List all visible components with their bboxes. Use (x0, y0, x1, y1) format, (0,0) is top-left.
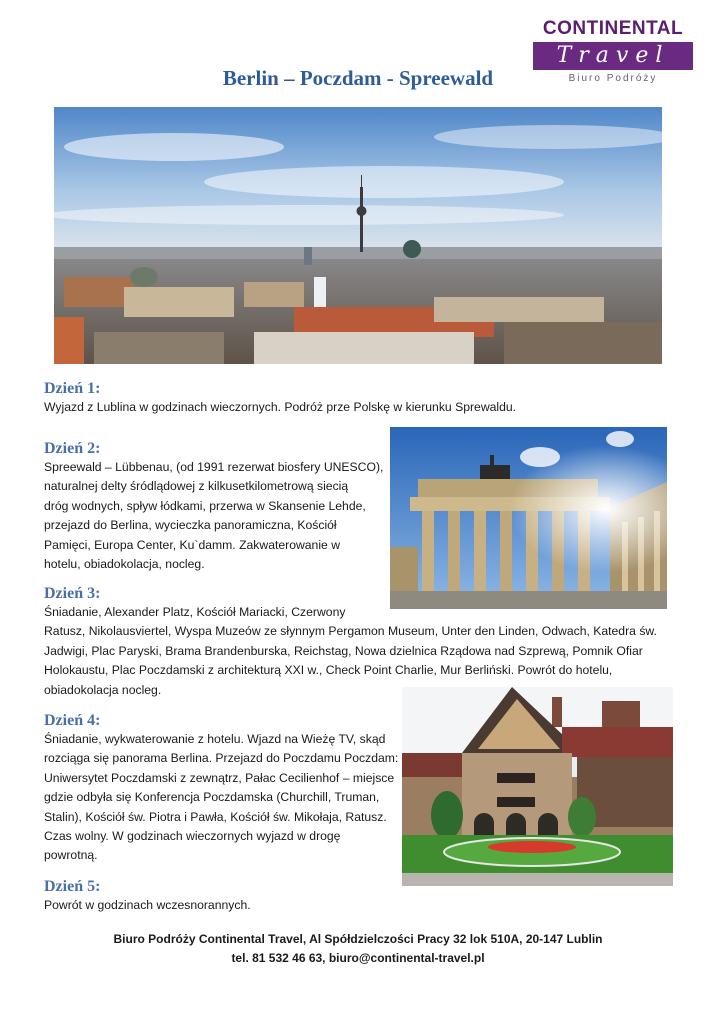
berlin-panorama-photo (54, 107, 662, 364)
day-1-heading: Dzień 1: (44, 380, 101, 397)
day-4-line: Stalin), Kościół św. Piotra i Pawła, Kościół św. Mikołaja, Ratusz. (44, 809, 387, 824)
day-3-line: Holokaustu, Plac Poczdamski z architekturą XXI w., Check Point Charlie, Mur Berliński. Powrót do hotelu, (44, 663, 613, 678)
logo-brand-top: CONTINENTAL (542, 18, 684, 39)
cecilienhof-palace-photo (402, 687, 673, 886)
day-3-line: obiadokolacja nocleg. (44, 682, 162, 697)
day-4-heading: Dzień 4: (44, 712, 101, 729)
day-4-line: powrotną. (44, 848, 98, 863)
day-4-line: Śniadanie, wykwaterowanie z hotelu. Wjazd na Wieżę TV, skąd (44, 732, 386, 746)
day-4-line: Uniwersytet Poczdamski z zewnątrz, Pałac Cecilienhof – miejsce (44, 770, 395, 785)
day-2-text (44, 458, 383, 574)
day-2-line: Pamięci, Europa Center, Ku`damm. Zakwaterowanie w (44, 537, 341, 552)
footer-address: Biuro Podróży Continental Travel, Al Spółdzielczości Pracy 32 lok 510A, 20-147 Lublin (113, 932, 603, 946)
day-2-line: dróg wodnych, spływ łódkami, przerwa w Skansenie Lehde, (44, 498, 366, 513)
page-title: Berlin – Poczdam - Spreewald (222, 66, 494, 90)
day-2-line: przejazd do Berlina, wycieczka panoramiczna, Kościół (44, 518, 337, 533)
logo-brand-sub: Biuro Podróży (568, 73, 658, 84)
day-2-heading: Dzień 2: (44, 440, 101, 457)
day-4-line: rozciąga się panorama Berlina. Przejazd do Poczdamu Poczdam: (44, 751, 399, 766)
day-5-heading: Dzień 5: (44, 878, 101, 895)
day-2-line: Spreewald – Lübbenau, (od 1991 rezerwat biosfery UNESCO), (44, 460, 384, 474)
day-3-heading: Dzień 3: (44, 585, 101, 602)
day-4-line: Czas wolny. W godzinach wieczornych wyjazd w drogę (44, 829, 341, 844)
day-2-line: hotelu, obiadokolacja, nocleg. (44, 557, 205, 572)
day-1-text: Wyjazd z Lublina w godzinach wieczornych. Podróż prze Polskę w kierunku Sprewaldu. (44, 400, 517, 414)
day-3-line: Jadwigi, Plac Paryski, Brama Brandenburska, Reichstag, Nowa dzielnica Rządowa nad Szprewą, Pomnik Ofiar (44, 643, 643, 658)
footer-contact: tel. 81 532 46 63, biuro@continental-travel.pl (231, 951, 485, 965)
logo-brand-band: Travel (533, 42, 693, 70)
day-3-text (44, 603, 684, 700)
day-5-text: Powrót w godzinach wczesnorannych. (44, 898, 251, 912)
day-4-line: gdzie odbyła się Konferencja Poczdamska (Churchill, Truman, (44, 790, 380, 805)
day-3-line: Ratusz, Nikolausviertel, Wyspa Muzeów ze słynnym Pergamon Museum, Unter den Linden, Odwach, Katedra św. (44, 624, 657, 639)
brandenburg-gate-photo (390, 427, 667, 609)
day-2-line: naturalnej delty śródlądowej z kilkusetkilometrową siecią (44, 479, 349, 494)
day-4-text (44, 730, 398, 866)
day-3-line: Śniadanie, Alexander Platz, Kościół Mariacki, Czerwony (44, 605, 346, 619)
